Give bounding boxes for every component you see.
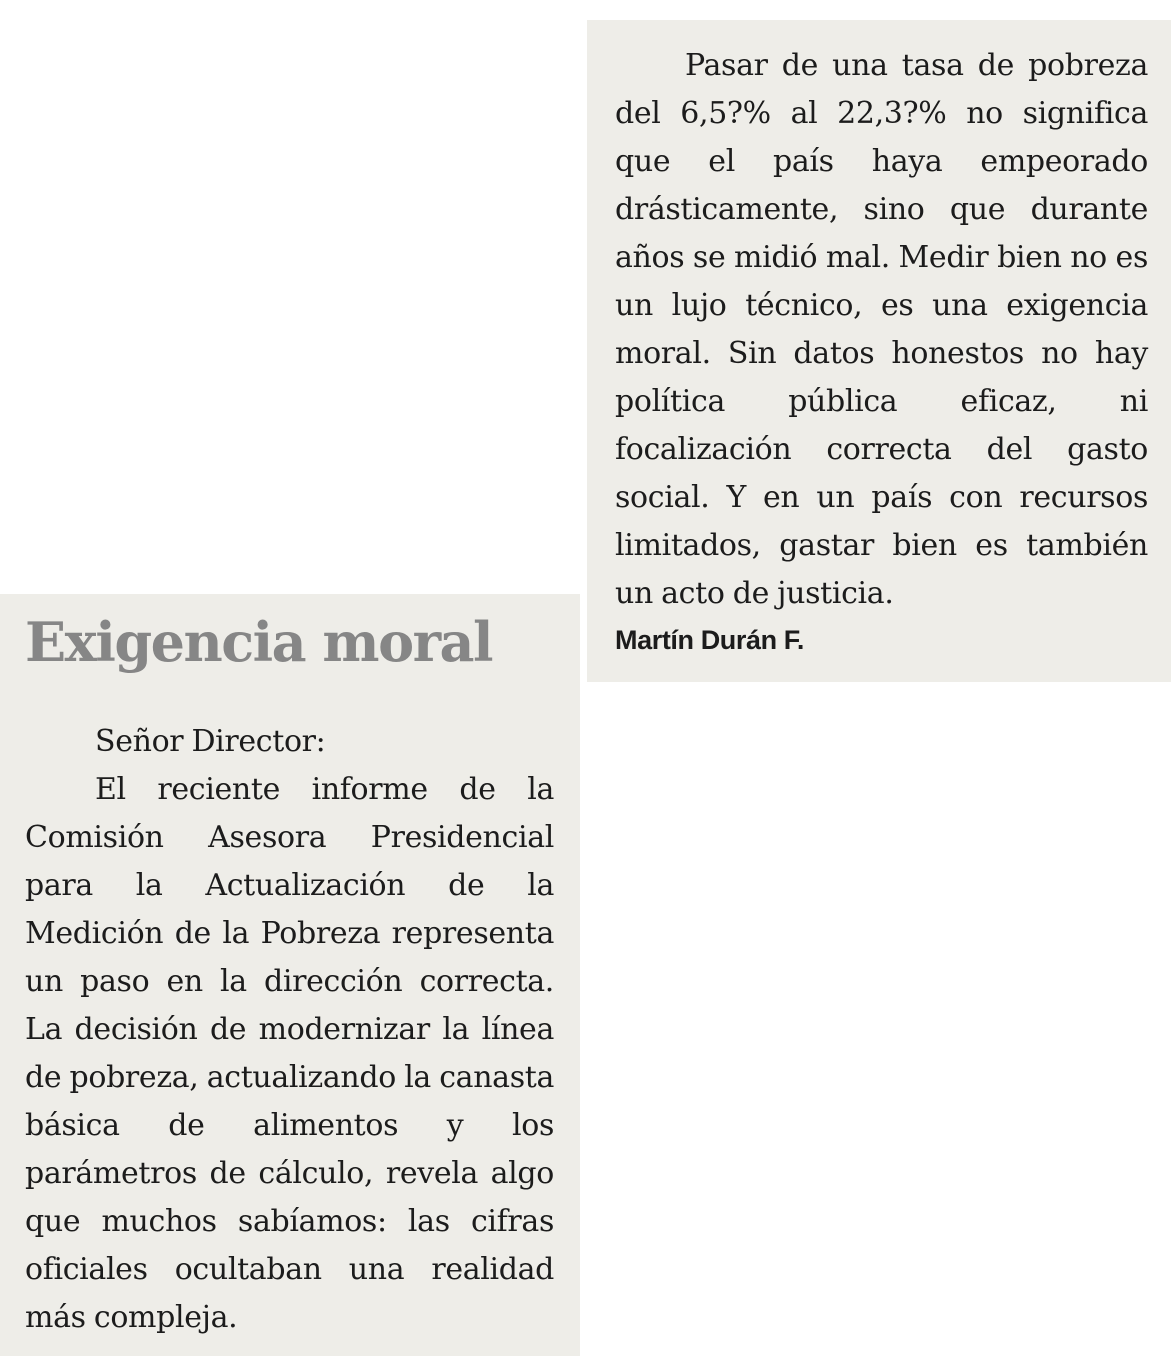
letter-paragraph-2: Pasar de una tasa de pobreza del 6,5?% al 22,3?% no significa que el país haya empeorado drásticamente, sino que durante años se midió mal. Medir bien no es un lujo técnico, es una exigencia moral. Sin datos honestos no hay política pública eficaz, ni focalización correcta del gasto social. Y en un país con recursos limitados, gastar bien es también un acto de justicia. <box>615 48 1148 611</box>
letter-paragraph-1: El reciente informe de la Comisión Asesora Presidencial para la Actualización de la Medición de la Pobreza representa un paso en la dirección correcta. La decisión de modernizar la línea de pobreza, actualizando la canasta básica de alimentos y los parámetros de cálculo, revela algo que muchos sabíamos: las cifras oficiales ocultaban una realidad más compleja. <box>25 772 554 1335</box>
letter-main-column <box>0 594 580 1356</box>
letter-salutation: Señor Director: <box>95 724 326 759</box>
letter-continuation-column <box>587 20 1171 682</box>
letter-author-signature: Martín Durán F. <box>615 625 805 655</box>
letter-headline: Exigencia moral <box>25 610 493 674</box>
